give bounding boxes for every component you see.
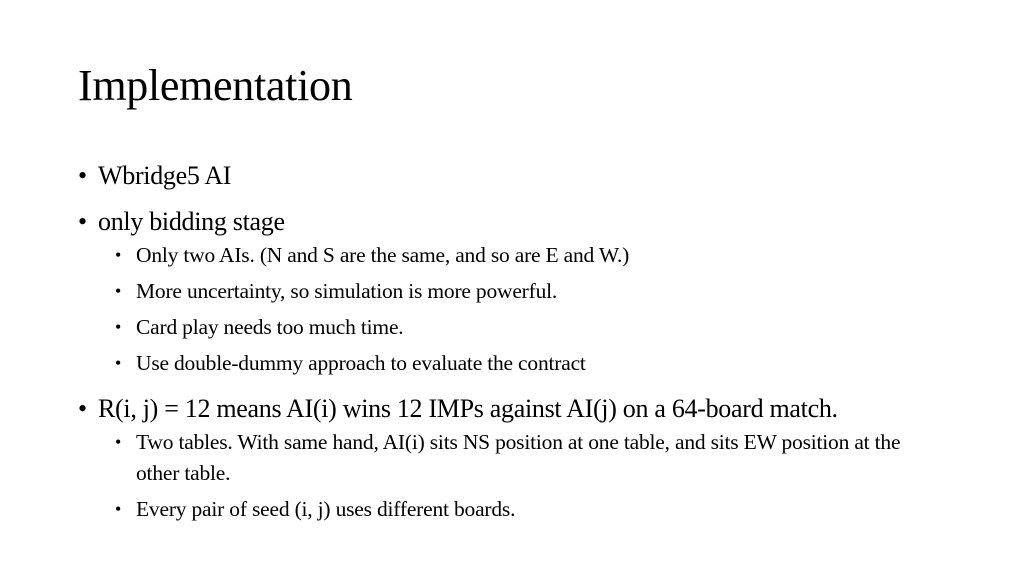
bullet-icon: •: [78, 207, 87, 236]
bullet-item: [78, 393, 998, 425]
bullet-list: [78, 156, 998, 525]
sub-bullet-item: [78, 240, 998, 271]
bullet-item: [78, 160, 998, 192]
bullet-text: Every pair of seed (i, j) uses different boards.: [136, 497, 516, 521]
bullet-text: Wbridge5 AI: [98, 161, 232, 190]
slide-title: Implementation: [78, 61, 353, 110]
bullet-item: [78, 206, 998, 238]
bullet-text: Card play needs too much time.: [136, 315, 404, 339]
bullet-icon: •: [78, 394, 87, 423]
sub-bullet-item: [78, 276, 998, 307]
sub-bullet-item: [78, 427, 936, 489]
sub-bullet-item: [78, 312, 998, 343]
sub-bullet-item: [78, 494, 998, 525]
bullet-text: Only two AIs. (N and S are the same, and so are E and W.): [136, 243, 630, 267]
sub-bullet-item: [78, 348, 998, 379]
bullet-text: R(i, j) = 12 means AI(i) wins 12 IMPs against AI(j) on a 64-board match.: [98, 394, 838, 423]
bullet-text: More uncertainty, so simulation is more powerful.: [136, 279, 558, 303]
bullet-icon: •: [115, 499, 122, 519]
bullet-icon: •: [78, 161, 87, 190]
bullet-icon: •: [115, 353, 122, 373]
bullet-text: Two tables. With same hand, AI(i) sits NS position at one table, and sits EW position at the other table.: [136, 430, 901, 485]
bullet-icon: •: [115, 432, 122, 452]
bullet-text: only bidding stage: [98, 207, 285, 236]
bullet-icon: •: [115, 245, 122, 265]
bullet-text: Use double-dummy approach to evaluate the contract: [136, 351, 586, 375]
bullet-icon: •: [115, 281, 122, 301]
bullet-icon: •: [115, 317, 122, 337]
